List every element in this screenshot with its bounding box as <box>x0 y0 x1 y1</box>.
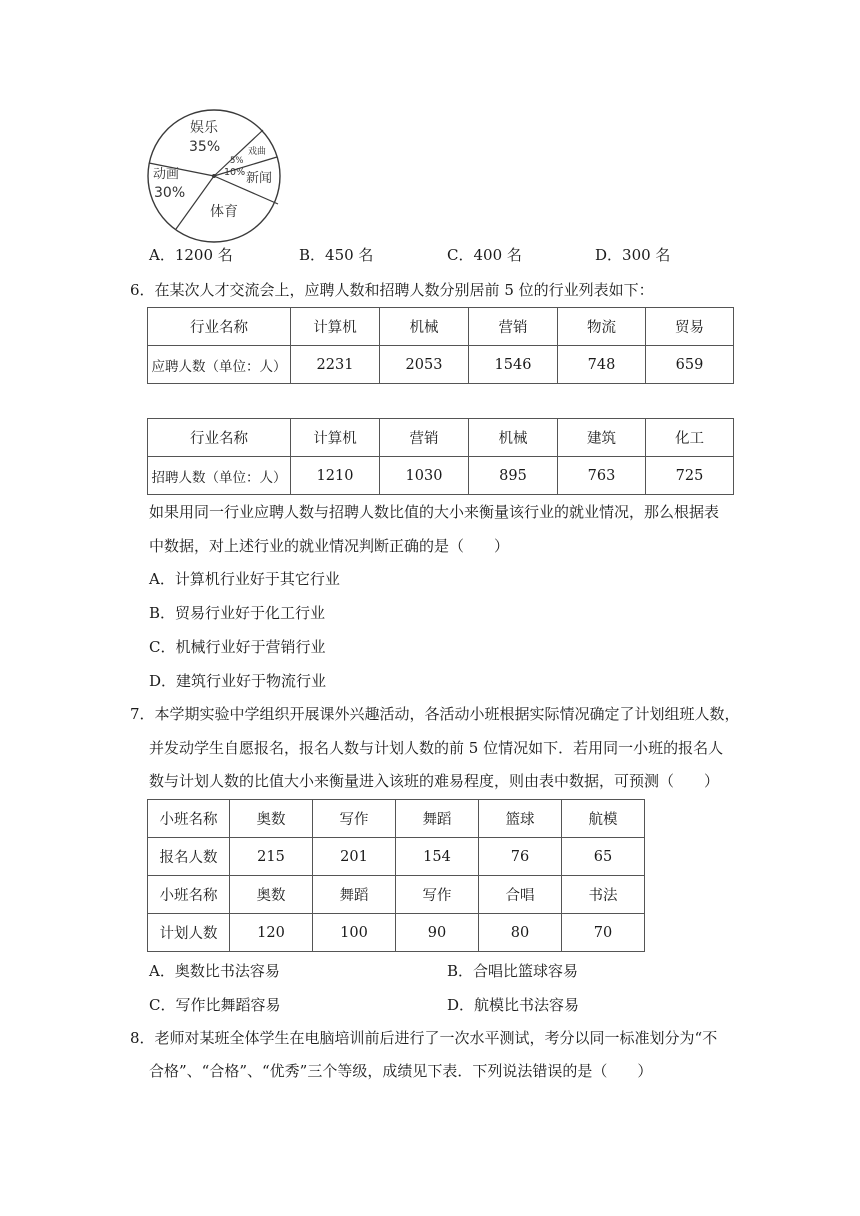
table-cell: 书法 <box>562 876 645 914</box>
table-cell: 120 <box>230 914 313 952</box>
table-cell: 贸易 <box>646 308 734 346</box>
slice-label-news: 新闻 <box>246 171 273 186</box>
table-cell: 80 <box>479 914 562 952</box>
q8-line1: 8．老师对某班全体学生在电脑培训前后进行了一次水平测试，考分以同一标准划分为“不 <box>130 1029 718 1047</box>
table-row <box>148 838 645 876</box>
q7-line3: 数与计划人数的比值大小来衡量进入该班的难易程度，则由表中数据，可预测（ ） <box>149 772 720 790</box>
q7-option-c: C．写作比舞蹈容易 <box>149 996 281 1014</box>
table-cell: 篮球 <box>479 800 562 838</box>
slice-value-news: 10% <box>224 167 246 178</box>
table-cell: 小班名称 <box>148 800 230 838</box>
q6-option-a: A．计算机行业好于其它行业 <box>149 570 340 588</box>
table-cell: 写作 <box>313 800 396 838</box>
table-cell: 奥数 <box>230 876 313 914</box>
table-cell: 应聘人数（单位：人） <box>148 346 291 384</box>
table-cell: 70 <box>562 914 645 952</box>
table-cell: 748 <box>558 346 646 384</box>
table-cell: 奥数 <box>230 800 313 838</box>
q6-text-line1: 如果用同一行业应聘人数与招聘人数比值的大小来衡量该行业的就业情况，那么根据表 <box>149 503 720 521</box>
q7-line1: 7．本学期实验中学组织开展课外兴趣活动，各活动小班根据实际情况确定了计划组班人数， <box>130 705 740 723</box>
table-cell: 舞蹈 <box>396 800 479 838</box>
table-cell: 215 <box>230 838 313 876</box>
table-header-row <box>148 419 734 457</box>
table-cell: 物流 <box>558 308 646 346</box>
pie-center <box>212 174 216 178</box>
table-row <box>148 457 734 495</box>
slice-value-opera: 5% <box>230 156 244 166</box>
table-cell: 建筑 <box>558 419 646 457</box>
table-row <box>148 800 645 838</box>
table-cell: 行业名称 <box>148 308 291 346</box>
slice-value-anime: 30% <box>154 185 186 201</box>
table-cell: 725 <box>646 457 734 495</box>
q6-option-d: D．建筑行业好于物流行业 <box>149 672 327 690</box>
table-cell: 2053 <box>380 346 469 384</box>
table-row <box>148 876 645 914</box>
table-cell: 1030 <box>380 457 469 495</box>
slice-label-opera: 戏曲 <box>248 147 267 157</box>
q5-option-c: C．400 名 <box>447 246 522 264</box>
table-cell: 90 <box>396 914 479 952</box>
table-row <box>148 346 734 384</box>
q6-option-b: B．贸易行业好于化工行业 <box>149 604 326 622</box>
q7-option-b: B．合唱比篮球容易 <box>447 962 579 980</box>
table-cell: 航模 <box>562 800 645 838</box>
table-row <box>148 914 645 952</box>
table-cell: 659 <box>646 346 734 384</box>
table-cell: 写作 <box>396 876 479 914</box>
slice-value-ent: 35% <box>189 139 221 155</box>
table-cell: 计算机 <box>291 419 380 457</box>
table-cell: 营销 <box>380 419 469 457</box>
q7-option-a: A．奥数比书法容易 <box>149 962 280 980</box>
table-cell: 机械 <box>469 419 558 457</box>
table-cell: 1546 <box>469 346 558 384</box>
table-cell: 763 <box>558 457 646 495</box>
q6-stem: 6．在某次人才交流会上，应聘人数和招聘人数分别居前 5 位的行业列表如下： <box>130 281 654 299</box>
pie-chart <box>146 108 282 244</box>
table-cell: 65 <box>562 838 645 876</box>
q6-table-recruits <box>147 418 734 495</box>
table-cell: 营销 <box>469 308 558 346</box>
table-cell: 154 <box>396 838 479 876</box>
table-cell: 计算机 <box>291 308 380 346</box>
table-cell: 报名人数 <box>148 838 230 876</box>
q5-option-b: B．450 名 <box>299 246 374 264</box>
q6-option-c: C．机械行业好于营销行业 <box>149 638 326 656</box>
table-header-row <box>148 308 734 346</box>
q7-line2: 并发动学生自愿报名，报名人数与计划人数的前 5 位情况如下．若用同一小班的报名人 <box>149 739 724 757</box>
q6-table-applicants <box>147 307 734 384</box>
table-cell: 化工 <box>646 419 734 457</box>
table-cell: 895 <box>469 457 558 495</box>
table-cell: 76 <box>479 838 562 876</box>
q5-option-a: A．1200 名 <box>149 246 233 264</box>
table-cell: 舞蹈 <box>313 876 396 914</box>
q8-line2: 合格”、“合格”、“优秀”三个等级，成绩见下表．下列说法错误的是（ ） <box>149 1062 653 1080</box>
table-cell: 合唱 <box>479 876 562 914</box>
table-cell: 计划人数 <box>148 914 230 952</box>
table-cell: 100 <box>313 914 396 952</box>
table-cell: 小班名称 <box>148 876 230 914</box>
table-cell: 2231 <box>291 346 380 384</box>
table-cell: 招聘人数（单位：人） <box>148 457 291 495</box>
slice-label-anime: 动画 <box>153 167 180 182</box>
slice-label-ent: 娱乐 <box>190 120 218 136</box>
slice-label-sport: 体育 <box>210 204 238 220</box>
table-cell: 行业名称 <box>148 419 291 457</box>
table-cell: 机械 <box>380 308 469 346</box>
table-cell: 1210 <box>291 457 380 495</box>
q5-option-d: D．300 名 <box>595 246 671 264</box>
q7-table <box>147 799 645 952</box>
q6-text-line2: 中数据，对上述行业的就业情况判断正确的是（ ） <box>149 537 510 555</box>
q7-option-d: D．航模比书法容易 <box>447 996 580 1014</box>
table-cell: 201 <box>313 838 396 876</box>
